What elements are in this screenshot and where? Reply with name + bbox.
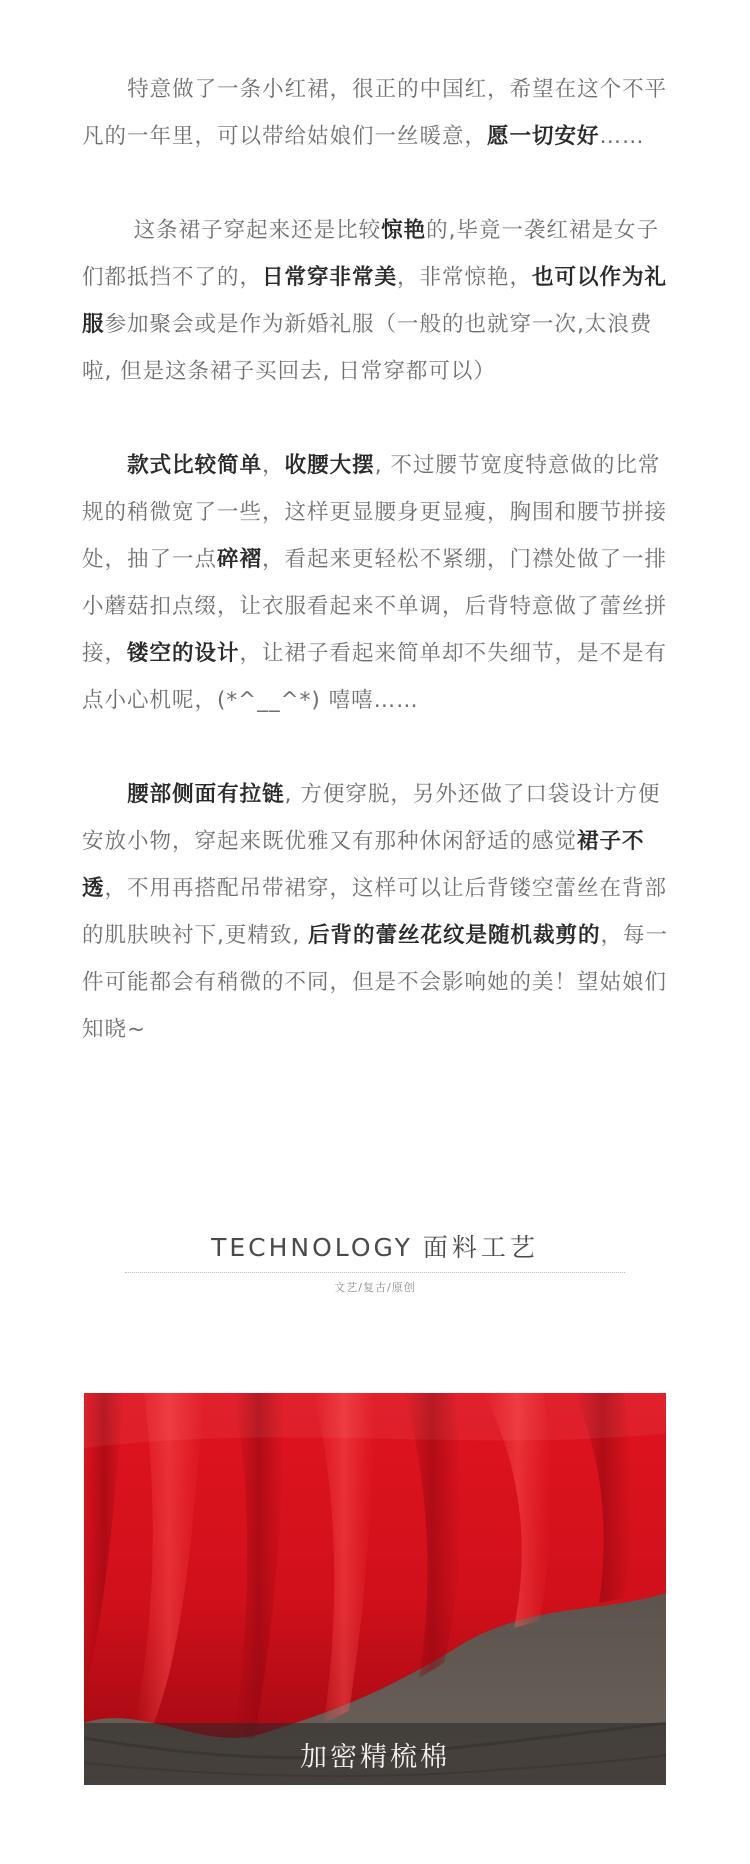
paragraph-intro: [82, 66, 674, 160]
text-run: ，: [262, 453, 285, 478]
section-subtitle: 文艺/复古/原创: [334, 1281, 416, 1294]
bold-text: 款式比较简单: [127, 453, 263, 478]
text-run: ，让裙子看起来简单却不失细节，是不是有点小心机呢，(*^__^*) 嘻嘻……: [82, 641, 668, 713]
paragraph-style: [82, 207, 674, 395]
section-title-cn: 面料工艺: [422, 1233, 539, 1262]
bold-text: 裙子不透: [82, 829, 645, 901]
text-run: 参加聚会或是作为新婚礼服（一般的也就穿一次,太浪费啦, 但是这条裙子买回去, 日常穿都可以）: [82, 312, 653, 384]
text-run: 的,毕竟一袭红裙是女子们都抵挡不了的，: [82, 218, 659, 290]
photo-caption: 加密精梳棉: [300, 1741, 450, 1773]
text-run: , 方便穿脱，另外还做了口袋设计方便安放小物，穿起来既优雅又有那种休闲舒适的感觉: [82, 782, 661, 854]
bold-text: 日常穿非常美: [262, 265, 398, 290]
bold-text: 腰部侧面有拉链: [127, 782, 285, 807]
text-run: ，不用再搭配吊带裙穿，这样可以让后背镂空蕾丝在背部的肌肤映衬下,更精致,: [82, 876, 668, 948]
section-title-en: TECHNOLOGY: [211, 1233, 413, 1262]
bold-text: 收腰大摆: [284, 453, 375, 478]
text-run: 这条裙子穿起来还是比较: [133, 218, 382, 243]
text-run: ，每一件可能都会有稍微的不同，但是不会影响她的美！望姑娘们知晓~: [82, 923, 669, 1042]
text-run: ，非常惊艳，: [397, 265, 533, 290]
bold-text: 愿一切安好: [487, 124, 600, 149]
paragraph-design: [82, 442, 674, 724]
text-run: , 不过腰节宽度特意做的比常规的稍微宽了一些，这样更显腰身更显瘦，胸围和腰节拼接处，抽了一点: [82, 453, 668, 572]
bold-text: 镂空的设计: [127, 641, 240, 666]
section-header-technology: [0, 1228, 750, 1295]
dotted-divider: [125, 1272, 625, 1273]
paragraph-details: [82, 771, 674, 1053]
fabric-photo: [84, 1393, 666, 1785]
caption-bar: [84, 1723, 666, 1785]
bold-text: 也可以作为礼服: [82, 265, 668, 337]
section-title: [0, 1228, 750, 1264]
bold-text: 碎褶: [217, 547, 263, 572]
bold-text: 后背的蕾丝花纹是随机裁剪的: [308, 923, 601, 948]
text-run: ……: [599, 124, 645, 149]
text-run: ，看起来更轻松不紧绷，门襟处做了一排小蘑菇扣点缀，让衣服看起来不单调，后背特意做了蕾丝拼接，: [82, 547, 668, 666]
article-body: [82, 66, 674, 1100]
text-run: 特意做了一条小红裙，很正的中国红，希望在这个不平凡的一年里，可以带给姑娘们一丝暖意，: [82, 77, 668, 149]
bold-text: 惊艳: [381, 218, 427, 243]
